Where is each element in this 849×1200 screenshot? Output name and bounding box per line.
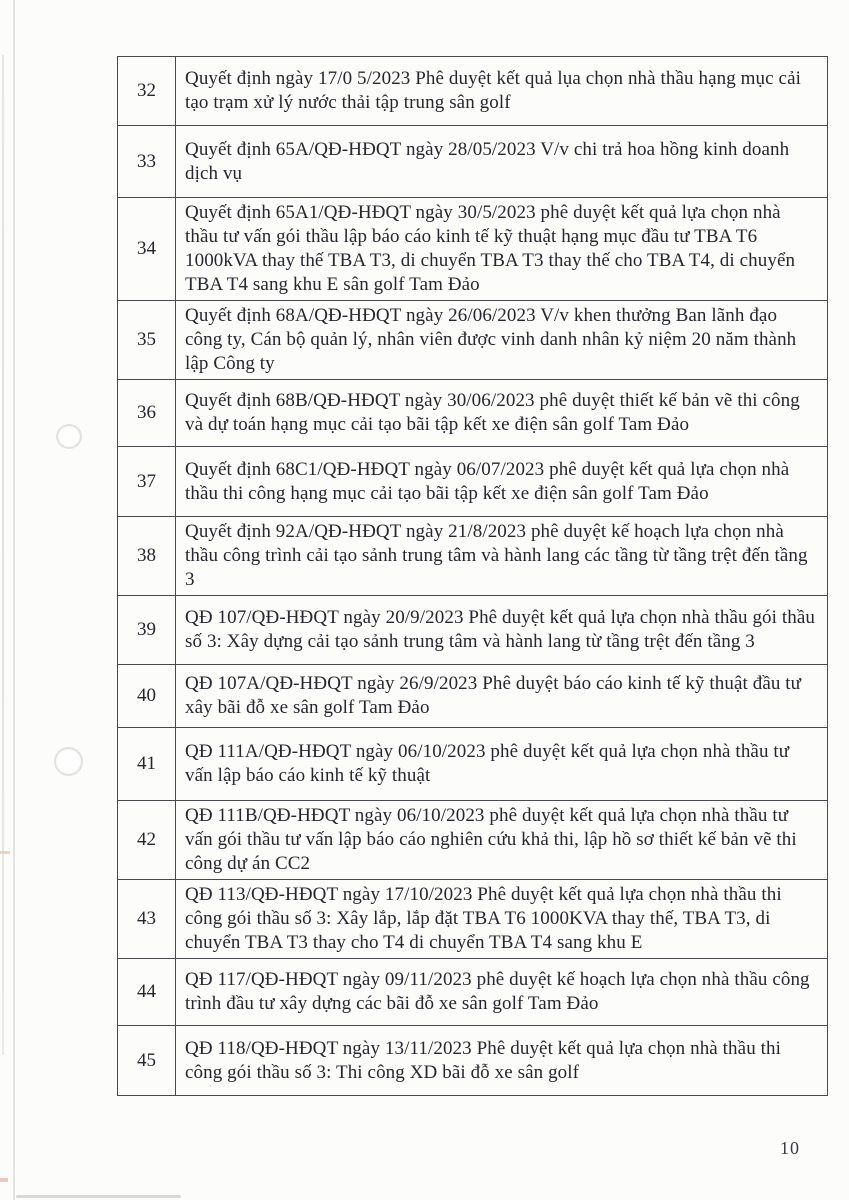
row-text: QĐ 111B/QĐ-HĐQT ngày 06/10/2023 phê duyệt kết quả lựa chọn nhà thầu tư vấn gói thầu tư vấn lập báo cáo nghiên cứu khả thi, lập hồ sơ thiết kế bản vẽ thi công dự án CC2 bbox=[176, 801, 828, 880]
row-number: 45 bbox=[118, 1026, 176, 1096]
table-row bbox=[118, 596, 828, 665]
row-text: Quyết định 68C1/QĐ-HĐQT ngày 06/07/2023 phê duyệt kết quả lựa chọn nhà thầu thi công hạng mục cải tạo bãi tập kết xe điện sân golf Tam Đảo bbox=[176, 447, 828, 517]
row-text: QĐ 118/QĐ-HĐQT ngày 13/11/2023 Phê duyệt kết quả lựa chọn nhà thầu thi công gói thầu số 3: Thi công XD bãi đỗ xe sân golf bbox=[176, 1026, 828, 1096]
row-text: Quyết định 68A/QĐ-HĐQT ngày 26/06/2023 V/v khen thưởng Ban lãnh đạo công ty, Cán bộ quản lý, nhân viên được vinh danh nhân kỷ niệm 20 năm thành lập Công ty bbox=[176, 301, 828, 380]
row-text: QĐ 107A/QĐ-HĐQT ngày 26/9/2023 Phê duyệt báo cáo kinh tế kỹ thuật đầu tư xây bãi đỗ xe sân golf Tam Đảo bbox=[176, 665, 828, 728]
scan-edge-line bbox=[2, 55, 4, 1055]
table-row bbox=[118, 728, 828, 801]
page-number: 10 bbox=[780, 1138, 800, 1158]
table-row bbox=[118, 959, 828, 1026]
scan-edge-line bbox=[13, 0, 15, 1200]
table-row bbox=[118, 801, 828, 880]
table-row bbox=[118, 301, 828, 380]
row-number: 37 bbox=[118, 447, 176, 517]
row-text: Quyết định 68B/QĐ-HĐQT ngày 30/06/2023 phê duyệt thiết kế bản vẽ thi công và dự toán hạng mục cải tạo bãi tập kết xe điện sân golf Tam Đảo bbox=[176, 380, 828, 447]
row-number: 36 bbox=[118, 380, 176, 447]
decisions-table bbox=[117, 56, 828, 1096]
punch-hole bbox=[56, 424, 82, 449]
row-text: Quyết định 65A/QĐ-HĐQT ngày 28/05/2023 V/v chi trả hoa hồng kinh doanh dịch vụ bbox=[176, 126, 828, 198]
row-number: 41 bbox=[118, 728, 176, 801]
table-row bbox=[118, 517, 828, 596]
row-number: 34 bbox=[118, 198, 176, 301]
row-number: 35 bbox=[118, 301, 176, 380]
table-row bbox=[118, 880, 828, 959]
punch-hole bbox=[54, 747, 83, 776]
scan-mark bbox=[0, 1178, 8, 1182]
table-row bbox=[118, 57, 828, 126]
table-row bbox=[118, 447, 828, 517]
row-text: Quyết định 92A/QĐ-HĐQT ngày 21/8/2023 phê duyệt kế hoạch lựa chọn nhà thầu công trình cải tạo sảnh trung tâm và hành lang các tầng từ tầng trệt đến tầng 3 bbox=[176, 517, 828, 596]
row-text: Quyết định ngày 17/0 5/2023 Phê duyệt kết quả lụa chọn nhà thầu hạng mục cải tạo trạm xử lý nước thải tập trung sân golf bbox=[176, 57, 828, 126]
row-number: 38 bbox=[118, 517, 176, 596]
row-text: QĐ 107/QĐ-HĐQT ngày 20/9/2023 Phê duyệt kết quả lựa chọn nhà thầu gói thầu số 3: Xây dựng cải tạo sảnh trung tâm và hành lang từ tầng trệt đến tầng 3 bbox=[176, 596, 828, 665]
row-text: Quyết định 65A1/QĐ-HĐQT ngày 30/5/2023 phê duyệt kết quả lựa chọn nhà thầu tư vấn gói thầu lập báo cáo kinh tế kỹ thuật hạng mục đầu tư TBA T6 1000kVA thay thế TBA T3, di chuyển TBA T3 thay thế cho TBA T4, di chuyển TBA T4 sang khu E sân golf Tam Đảo bbox=[176, 198, 828, 301]
row-number: 43 bbox=[118, 880, 176, 959]
row-number: 39 bbox=[118, 596, 176, 665]
row-text: QĐ 117/QĐ-HĐQT ngày 09/11/2023 phê duyệt kế hoạch lựa chọn nhà thầu công trình đầu tư xây dựng các bãi đỗ xe sân golf Tam Đảo bbox=[176, 959, 828, 1026]
table-row bbox=[118, 126, 828, 198]
table-row bbox=[118, 1026, 828, 1096]
scan-smudge bbox=[16, 1195, 181, 1198]
row-text: QĐ 113/QĐ-HĐQT ngày 17/10/2023 Phê duyệt kết quả lựa chọn nhà thầu thi công gói thầu số 3: Xây lắp, lắp đặt TBA T6 1000KVA thay thế, TBA T3, di chuyển TBA T3 thay cho T4 di chuyển TBA T4 sang khu E bbox=[176, 880, 828, 959]
table-row bbox=[118, 665, 828, 728]
row-number: 33 bbox=[118, 126, 176, 198]
row-number: 44 bbox=[118, 959, 176, 1026]
table-row bbox=[118, 198, 828, 301]
table-row bbox=[118, 380, 828, 447]
row-text: QĐ 111A/QĐ-HĐQT ngày 06/10/2023 phê duyệt kết quả lựa chọn nhà thầu tư vấn lập báo cáo kinh tế kỹ thuật bbox=[176, 728, 828, 801]
row-number: 32 bbox=[118, 57, 176, 126]
row-number: 40 bbox=[118, 665, 176, 728]
scan-mark bbox=[0, 851, 10, 854]
row-number: 42 bbox=[118, 801, 176, 880]
